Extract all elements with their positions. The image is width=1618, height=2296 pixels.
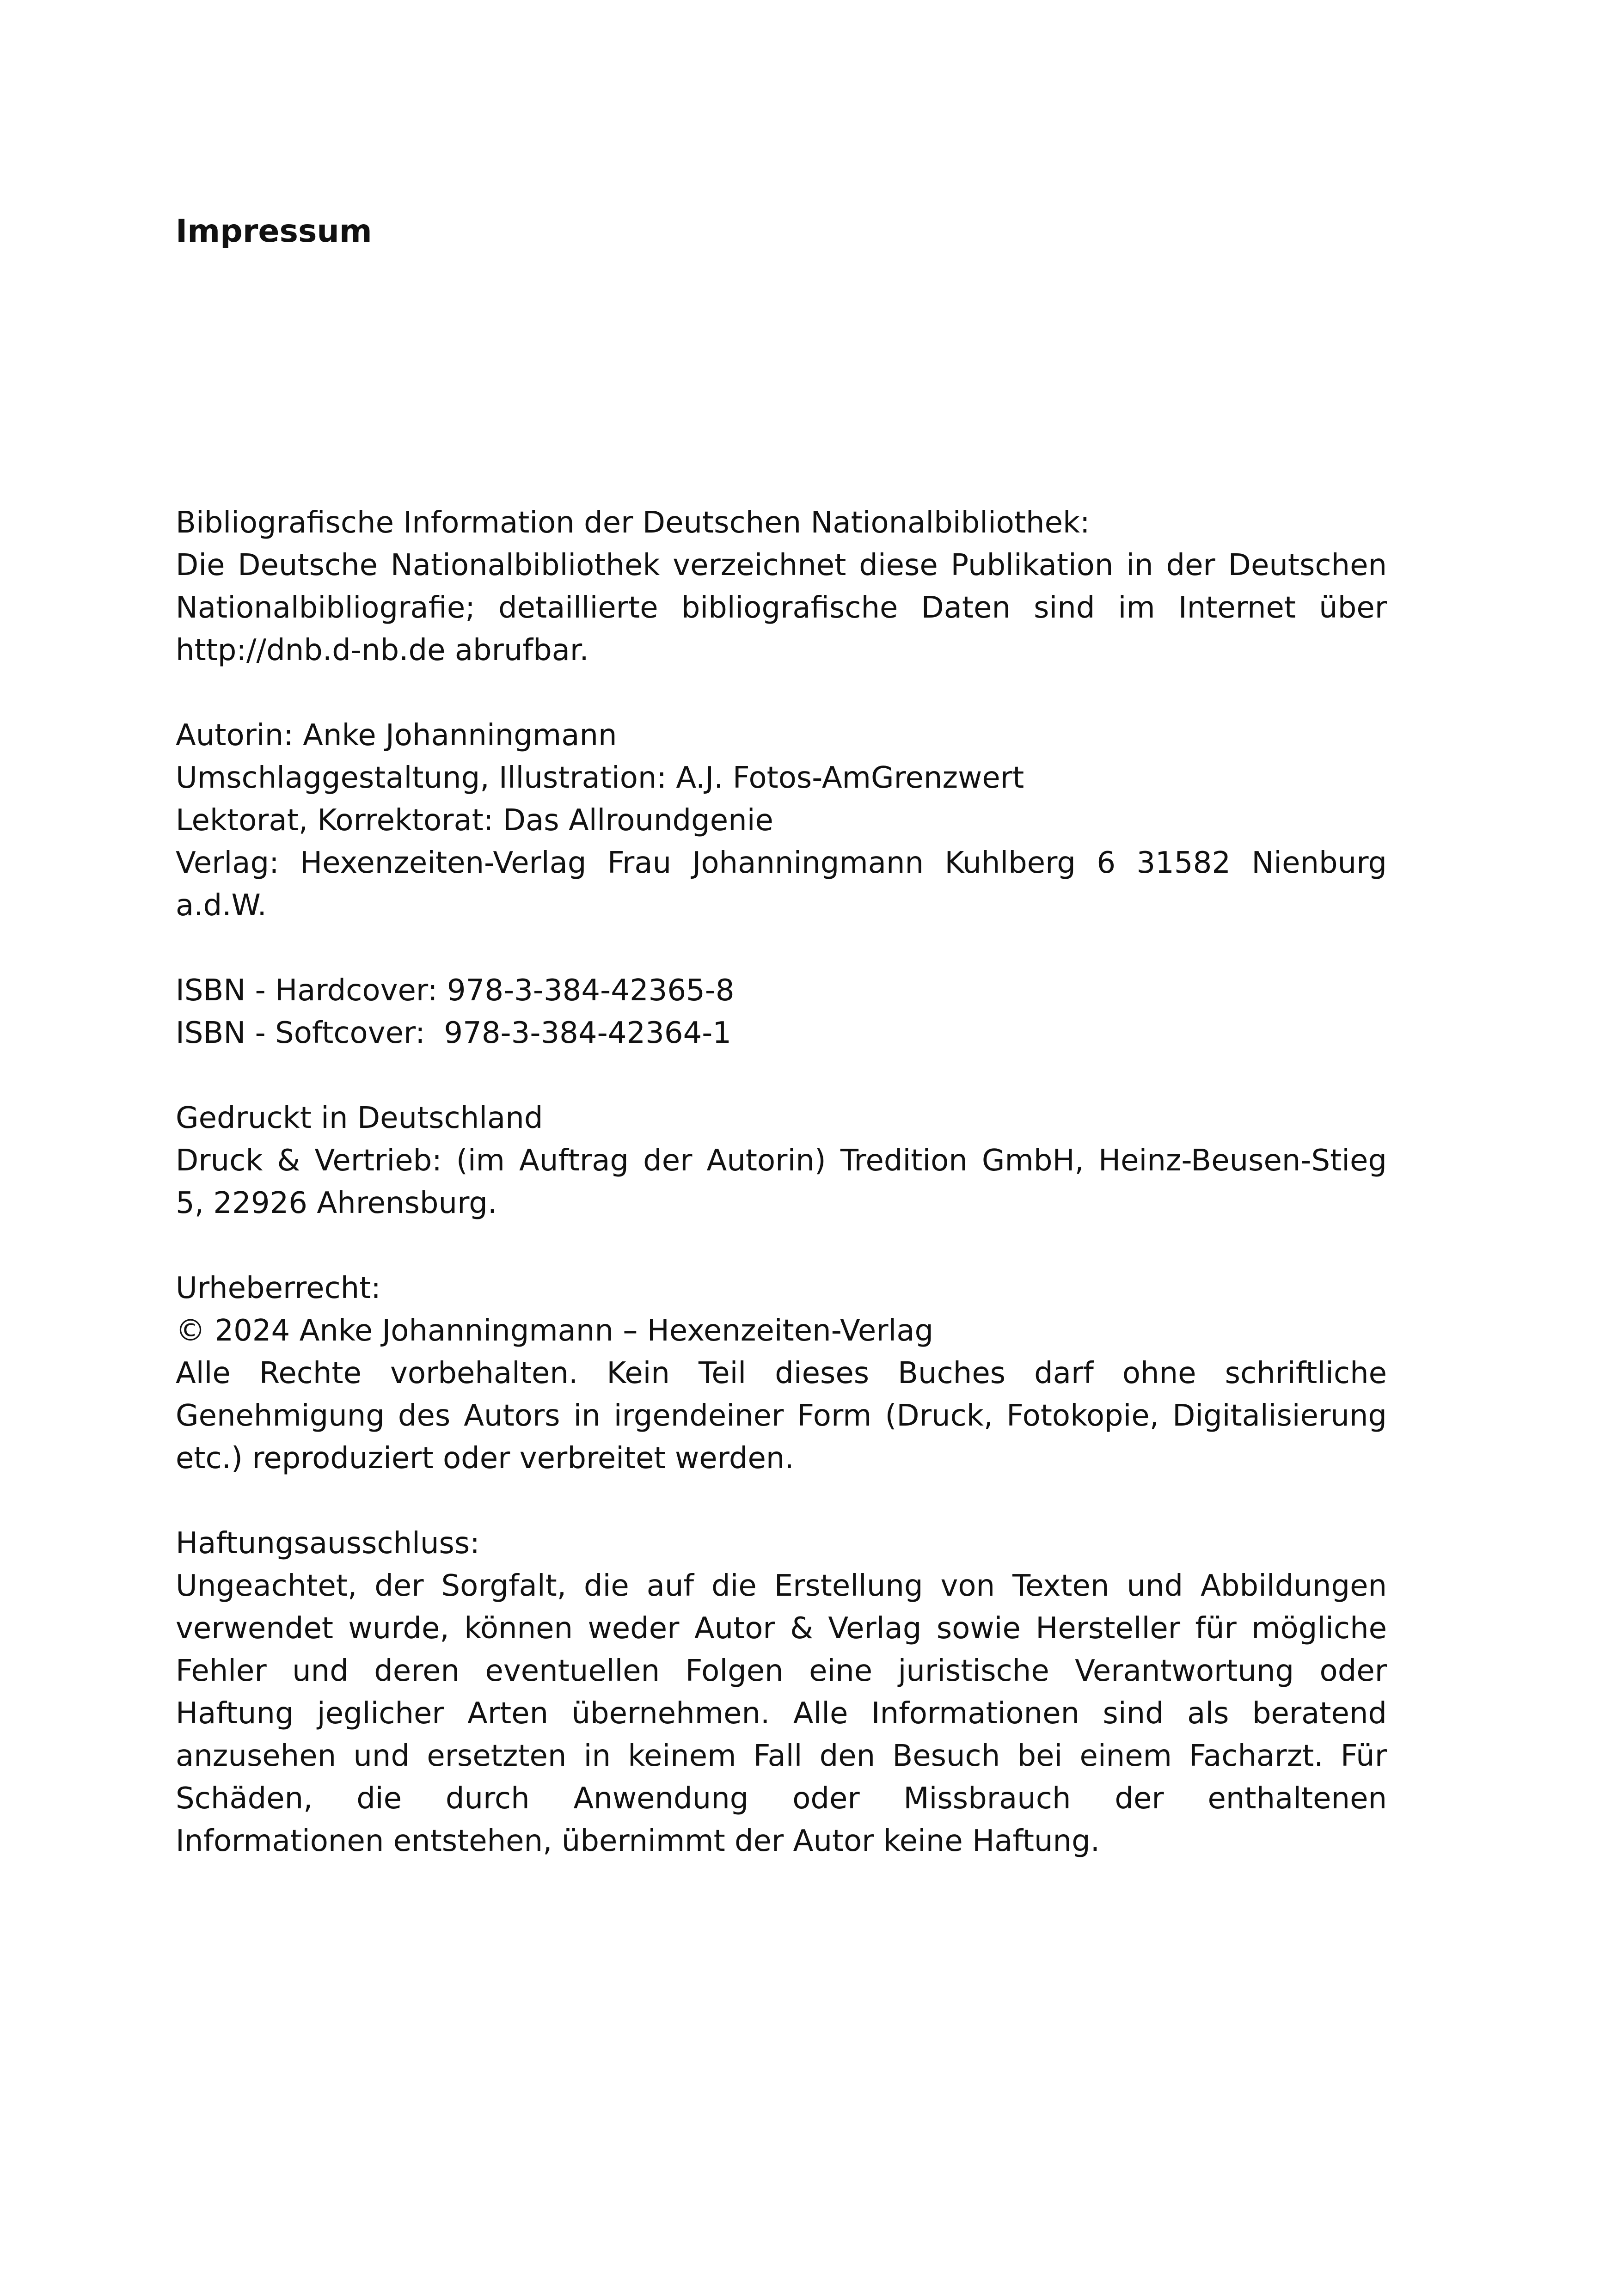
publisher-line-end: a.d.W. (176, 888, 267, 923)
copyright-text-line-end: etc.) reproduziert oder verbreitet werden. (176, 1441, 794, 1476)
isbn-softcover: ISBN - Softcover: 978-3-384-42364-1 (176, 1016, 732, 1050)
disclaimer-text-line-end: Informationen entstehen, übernimmt der Autor keine Haftung. (176, 1824, 1100, 1858)
disclaimer-text-line: Haftung jeglicher Arten übernehmen. Alle Informationen sind als beratend (176, 1696, 1387, 1731)
print-section (176, 1097, 1387, 1225)
bibliographic-info (176, 502, 1387, 672)
copyright-text-line: Genehmigung des Autors in irgendeiner Form (Druck, Fotokopie, Digitalisierung (176, 1399, 1387, 1433)
bibliographic-text-line: Nationalbibliografie; detaillierte bibliografische Daten sind im Internet über (176, 591, 1387, 625)
cover-design-line: Umschlaggestaltung, Illustration: A.J. Fotos-AmGrenzwert (176, 761, 1024, 795)
credits-section (176, 714, 1387, 927)
disclaimer-text-line: verwendet wurde, können weder Autor & Verlag sowie Hersteller für mögliche (176, 1611, 1387, 1646)
disclaimer-heading: Haftungsausschluss: (176, 1526, 480, 1561)
disclaimer-text-line: Fehler und deren eventuellen Folgen eine juristische Verantwortung oder (176, 1654, 1387, 1688)
page-title: Impressum (176, 213, 372, 250)
bibliographic-url-line: http://dnb.d-nb.de abrufbar. (176, 633, 589, 667)
distribution-line-end: 5, 22926 Ahrensburg. (176, 1186, 497, 1220)
disclaimer-text-line: anzusehen und ersetzten in keinem Fall den Besuch bei einem Facharzt. Für (176, 1739, 1387, 1773)
bibliographic-heading: Bibliografische Information der Deutschen Nationalbibliothek: (176, 506, 1090, 540)
publisher-line: Verlag: Hexenzeiten-Verlag Frau Johanningmann Kuhlberg 6 31582 Nienburg (176, 846, 1387, 880)
copyright-text-line: Alle Rechte vorbehalten. Kein Teil dieses Buches darf ohne schriftliche (176, 1356, 1387, 1390)
printed-in-line: Gedruckt in Deutschland (176, 1101, 543, 1135)
copyright-section (176, 1267, 1387, 1480)
isbn-section (176, 969, 1387, 1054)
title-spacer (176, 253, 1387, 502)
disclaimer-text-line: Schäden, die durch Anwendung oder Missbrauch der enthaltenen (176, 1782, 1387, 1816)
author-line: Autorin: Anke Johanningmann (176, 718, 617, 753)
distribution-line: Druck & Vertrieb: (im Auftrag der Autorin) Tredition GmbH, Heinz-Beusen-Stieg (176, 1144, 1387, 1178)
disclaimer-section (176, 1522, 1387, 1862)
bibliographic-text-line: Die Deutsche Nationalbibliothek verzeichnet diese Publikation in der Deutschen (176, 548, 1387, 582)
copyright-heading: Urheberrecht: (176, 1271, 381, 1305)
copyright-holder: © 2024 Anke Johanningmann – Hexenzeiten-Verlag (176, 1314, 934, 1348)
imprint-page (176, 210, 1387, 1905)
isbn-hardcover: ISBN - Hardcover: 978-3-384-42365-8 (176, 974, 735, 1008)
disclaimer-text-line: Ungeachtet, der Sorgfalt, die auf die Erstellung von Texten und Abbildungen (176, 1569, 1387, 1603)
editing-line: Lektorat, Korrektorat: Das Allroundgenie (176, 803, 773, 838)
